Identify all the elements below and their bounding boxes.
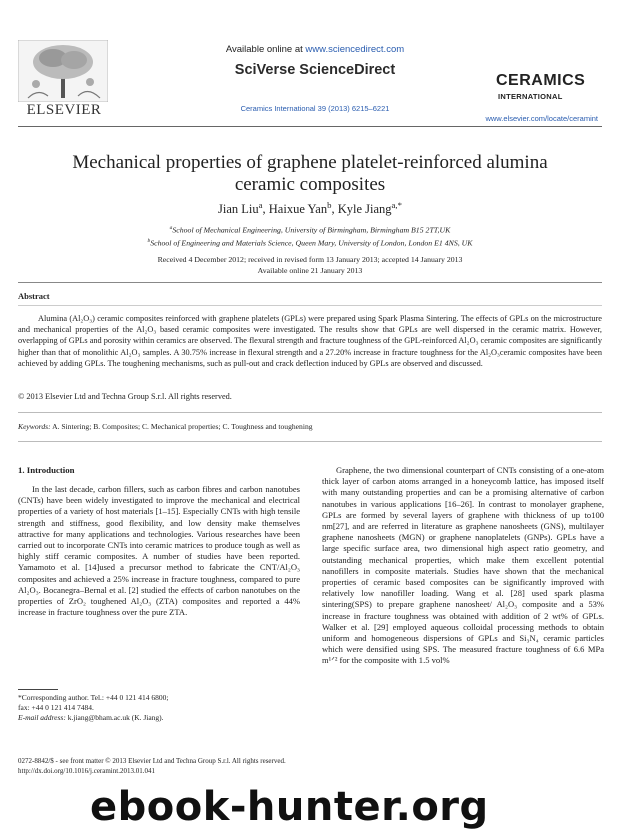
keywords-bottom-divider: [18, 441, 602, 442]
corresponding-author-footnote: [18, 693, 300, 722]
affiliation-b: [40, 236, 580, 249]
affiliation-mark: a: [169, 225, 173, 231]
affiliation-mark: b: [147, 237, 151, 244]
available-prefix: Available online at: [225, 44, 306, 55]
affiliation-a: [40, 223, 580, 236]
author-affiliation-mark: a,*: [391, 200, 402, 210]
footnote-email-line: [18, 713, 300, 723]
author-affiliation-mark: a: [258, 200, 263, 210]
doi-link[interactable]: http://dx.doi.org/10.1016/j.ceramint.2013.01.041: [18, 766, 155, 775]
affiliations: [40, 223, 580, 248]
header-divider: [18, 126, 602, 127]
author-list: Jian Liu$^a$, Haixue Yan$^b$, Kyle Jiang$^{a,*}$: [218, 200, 402, 217]
journal-name-line2: INTERNATIONAL: [498, 92, 563, 101]
author-name[interactable]: Haixue Yan: [268, 202, 328, 217]
footnote-phone: *Corresponding author. Tel.: +44 0 121 414 6800;: [18, 693, 169, 702]
abstract-copyright: © 2013 Elsevier Ltd and Techna Group S.r.l. All rights reserved.: [18, 392, 232, 401]
journal-reference[interactable]: Ceramics International 39 (2013) 6215–6221: [240, 104, 390, 113]
article-title: [40, 152, 580, 196]
watermark-text: ebook-hunter.org: [90, 784, 489, 830]
keywords-top-divider: [18, 412, 602, 413]
availability-line: [200, 44, 430, 55]
footnote-fax: fax: +44 0 121 414 7484.: [18, 702, 94, 712]
article-title-line1: Mechanical properties of graphene platelet-reinforced alumina: [72, 152, 548, 173]
keywords-line: [18, 422, 313, 431]
abstract-top-divider: [18, 282, 602, 283]
online-date: Available online 21 January 2013: [257, 266, 363, 275]
platform-name: SciVerse ScienceDirect: [234, 62, 396, 78]
email-label: E-mail address:: [18, 712, 66, 722]
footnote-divider: [18, 689, 58, 690]
sciencedirect-link[interactable]: www.sciencedirect.com: [305, 44, 405, 55]
affiliation-text: School of Mechanical Engineering, University of Birmingham, Birmingham B15 2TT,UK: [172, 225, 451, 235]
intro-right-column: Graphene, the two dimensional counterpart of CNTs consisting of a one-atom thick layer of carbon atoms arranged in a honeycomb lattice, has imposed itself with many outstanding properties and can be a promising alternative of carbon nanotubes in various applications [16–26]. In contrast to monolayer graphene, GPLs are formed by several layers of graphene with thickness of up to100 nm[27], and are referred in literature as graphene nanosheets (GNS), multilayer graphene nanosheets (MGN) or graphene nanoplatelets (GNPs). GPLs have a large specific surface area, two dimensional high aspect ratio geometry, and outstanding mechanical properties, which make them excellent potential nanofillers in composite materials. Studies have shown that the mechanical properties of ceramic based composites can be significantly improved with relatively low nanofiller loading. Wang et al. [28] used spark plasma sintering(SPS) to prepare graphene nanosheet/ Al₂O₃ composite and a 53% increase in fracture toughness was obtained with addition of 2 wt% of GPLs. Walker et al. [29] employed aqueous colloidal processing methods to obtain uniform and homogeneous dispersions of GPLs and Si₃N₄ ceramic particles which were densified using SPS. The measured fracture toughness of 6.6 MPa m¹ᐟ² for the composite with 1.5 vol%: [322, 465, 604, 666]
received-dates: Received 4 December 2012; received in revised form 13 January 2013; accepted 14 January 2013: [157, 255, 463, 264]
journal-url-link[interactable]: www.elsevier.com/locate/ceramint: [485, 114, 598, 123]
article-title-line2: ceramic composites: [234, 174, 386, 195]
issn-line: 0272-8842/$ - see front matter © 2013 Elsevier Ltd and Techna Group S.r.l. All rights reserved.: [18, 757, 286, 765]
abstract-heading-divider: [18, 305, 602, 306]
intro-left-column: In the last decade, carbon fillers, such as carbon fibres and carbon nanotubes (CNTs) have been widely investigated to improve the mechanical and electrical properties of a variety of host materials [1–15]. Especially CNTs with high tensile strength and stiffness, good flexibility, and low density make themselves attractive for many applications and technologies. Various researches have been carried out to incorporate CNTs into ceramic matrices to produce tough as well as highly stiff ceramic composites. A number of studies have been reported. Yamamoto et al. [14]used a precursor method to fabricate the CNT/Al₂O₃ composites and achieved a 25% increase in fracture toughness, compared to pure Al₂O₃. Bocanegra–Bernal et al. [2] studied the effects of carbon nanotubes on the properties of ZrO₂ toughened Al₂O₃ (ZTA) composites and reported a 44% increase in fracture toughness over the pure ZTA.: [18, 484, 300, 618]
abstract-heading: Abstract: [18, 291, 50, 301]
email-address[interactable]: k.jiang@bham.ac.uk (K. Jiang).: [65, 712, 164, 722]
author-affiliation-mark: b: [327, 200, 332, 210]
front-matter-info: [18, 757, 418, 776]
keywords-text: A. Sintering; B. Composites; C. Mechanical properties; C. Toughness and toughening: [50, 422, 313, 431]
author-name[interactable]: Kyle Jiang: [337, 202, 392, 217]
publisher-name: ELSEVIER: [26, 102, 102, 118]
affiliation-text: School of Engineering and Materials Science, Queen Mary, University of London, London E1 4NS, UK: [150, 238, 473, 248]
keywords-label: Keywords:: [18, 422, 51, 431]
author-name[interactable]: Jian Liu: [218, 202, 259, 217]
journal-name-line1: CERAMICS: [496, 72, 586, 89]
abstract-text: Alumina (Al₂O₃) ceramic composites reinforced with graphene platelets (GPLs) were prepared using Spark Plasma Sintering. The effects of GPLs on the microstructure and mechanical properties of the Al₂O₃ based ceramic composites were investigated. The results show that GPLs are well dispersed in the ceramic matrix. However, overlapping of GPLs and porosity within ceramics are observed. The flexural strength and fracture toughness of the GPL-reinforced Al₂O₃ ceramic composites are significantly higher than that of monolithic Al₂O₃ samples. A 30.75% increase in flexural strength and a 27.20% increase in fracture toughness for the Al₂O₃ceramic composites have been achieved by adding GPLs. The toughening mechanisms, such as pull-out and crack deflection induced by GPLs are observed and discussed.: [18, 314, 602, 368]
section-heading-introduction: 1. Introduction: [18, 465, 75, 475]
article-dates: [60, 254, 560, 276]
